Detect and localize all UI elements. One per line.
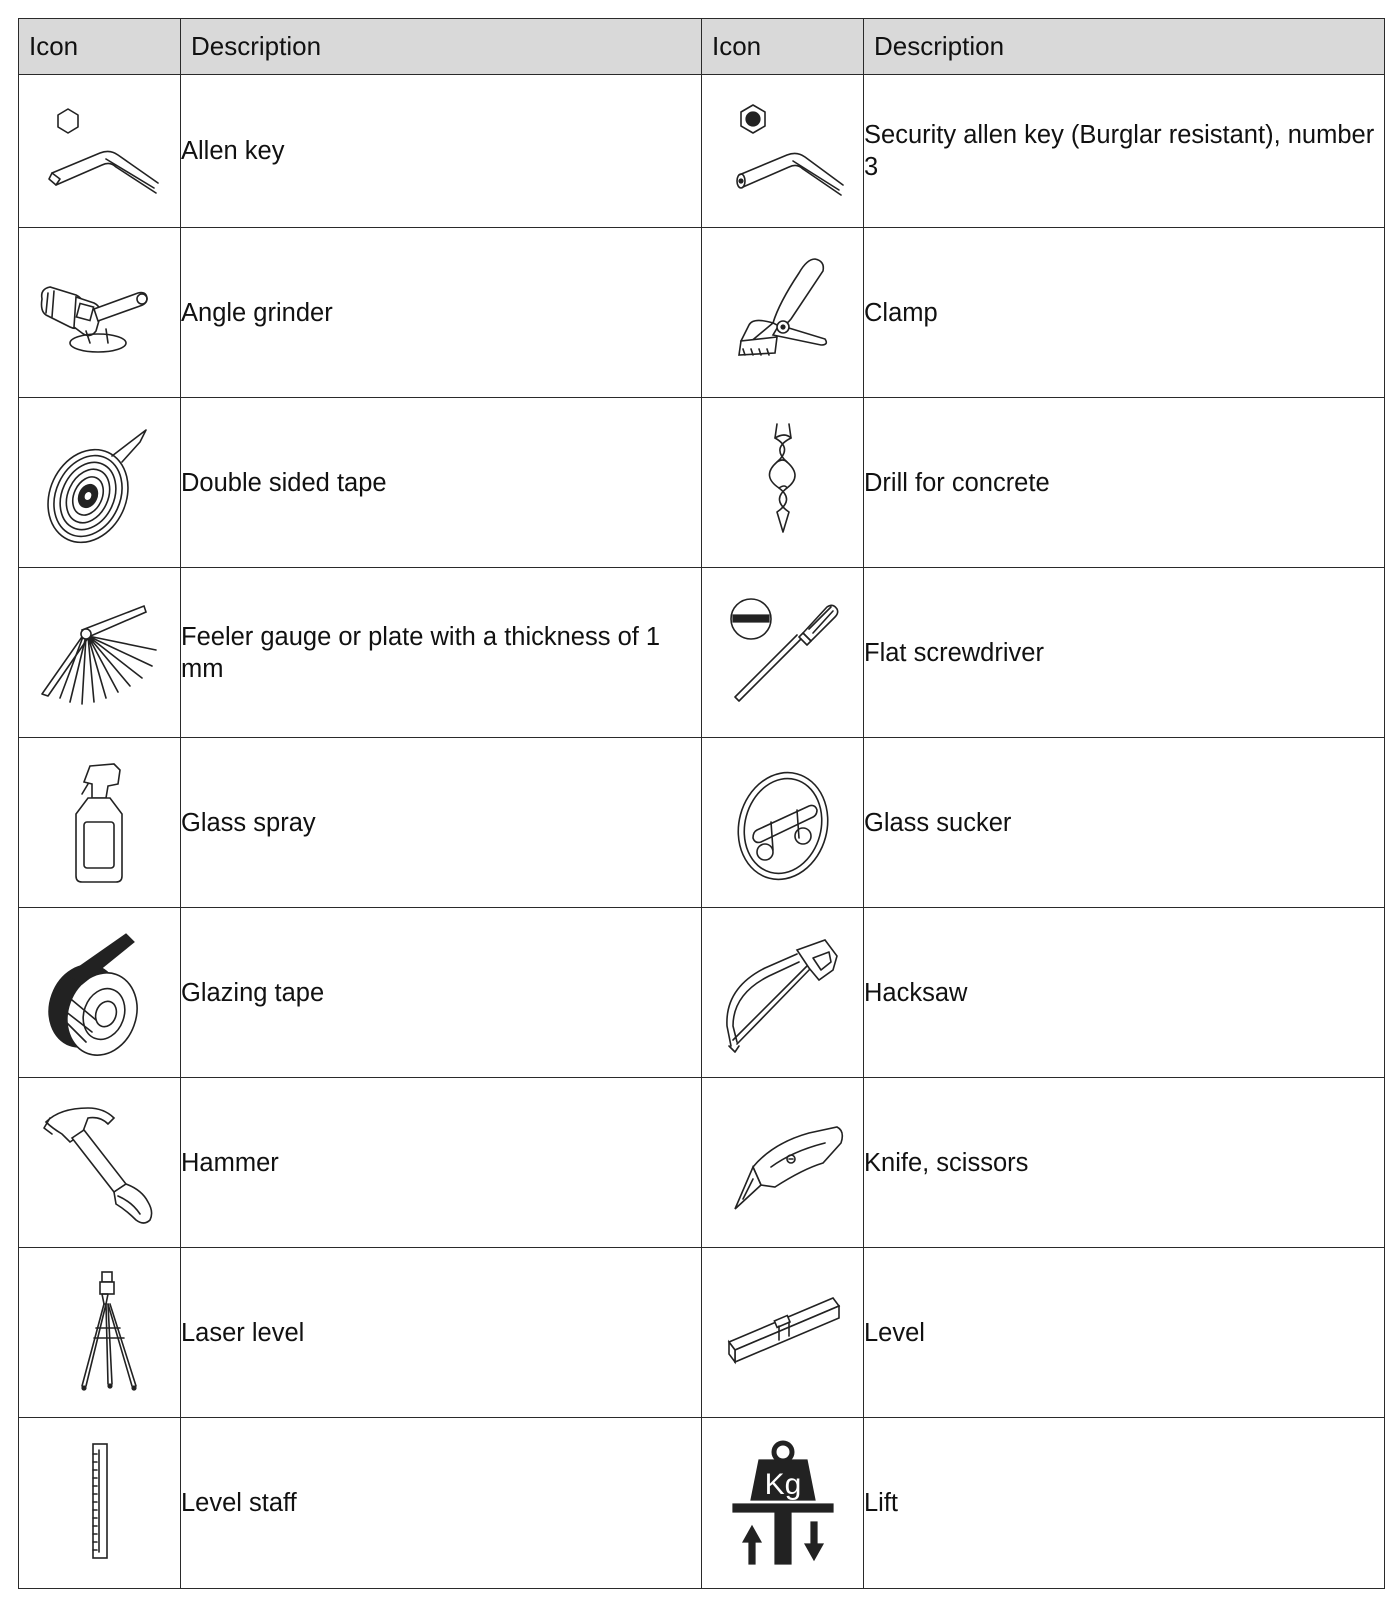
tool-description: Security allen key (Burglar resistant), number 3 (864, 75, 1385, 228)
table-row (19, 75, 1385, 228)
header-description-right: Description (864, 19, 1385, 75)
lift-weight-label: Kg (764, 1468, 801, 1501)
level-staff-icon (19, 1418, 181, 1589)
lift-weight-icon (702, 1418, 864, 1589)
table-row (19, 228, 1385, 398)
header-description-left: Description (181, 19, 702, 75)
angle-grinder-icon (19, 228, 181, 398)
tool-description: Hammer (181, 1078, 702, 1248)
tool-description: Flat screwdriver (864, 568, 1385, 738)
table-row (19, 398, 1385, 568)
tool-description: Clamp (864, 228, 1385, 398)
concrete-drill-icon (702, 398, 864, 568)
feeler-gauge-icon (19, 568, 181, 738)
tool-description: Glass spray (181, 738, 702, 908)
tool-description: Feeler gauge or plate with a thickness of 1 mm (181, 568, 702, 738)
glazing-tape-icon (19, 908, 181, 1078)
tool-description: Angle grinder (181, 228, 702, 398)
hammer-icon (19, 1078, 181, 1248)
tool-description: Level staff (181, 1418, 702, 1589)
double-sided-tape-icon (19, 398, 181, 568)
clamp-icon (702, 228, 864, 398)
level-icon (702, 1248, 864, 1418)
laser-level-icon (19, 1248, 181, 1418)
glass-spray-icon (19, 738, 181, 908)
security-allen-key-icon (702, 75, 864, 228)
tool-description: Glass sucker (864, 738, 1385, 908)
header-row (19, 19, 1385, 75)
knife-icon (702, 1078, 864, 1248)
table-row (19, 738, 1385, 908)
tool-description: Knife, scissors (864, 1078, 1385, 1248)
tool-description: Allen key (181, 75, 702, 228)
table-row (19, 1078, 1385, 1248)
tool-description: Hacksaw (864, 908, 1385, 1078)
header-icon-right: Icon (702, 19, 864, 75)
tool-description: Lift (864, 1418, 1385, 1589)
tool-description: Double sided tape (181, 398, 702, 568)
table-row (19, 568, 1385, 738)
tool-description: Laser level (181, 1248, 702, 1418)
flat-screwdriver-icon (702, 568, 864, 738)
tool-description: Drill for concrete (864, 398, 1385, 568)
tools-table (18, 18, 1385, 1589)
header-icon-left: Icon (19, 19, 181, 75)
table-row (19, 1248, 1385, 1418)
hacksaw-icon (702, 908, 864, 1078)
table-row (19, 908, 1385, 1078)
tool-description: Level (864, 1248, 1385, 1418)
tool-description: Glazing tape (181, 908, 702, 1078)
allen-key-icon (19, 75, 181, 228)
table-row (19, 1418, 1385, 1589)
glass-sucker-icon (702, 738, 864, 908)
